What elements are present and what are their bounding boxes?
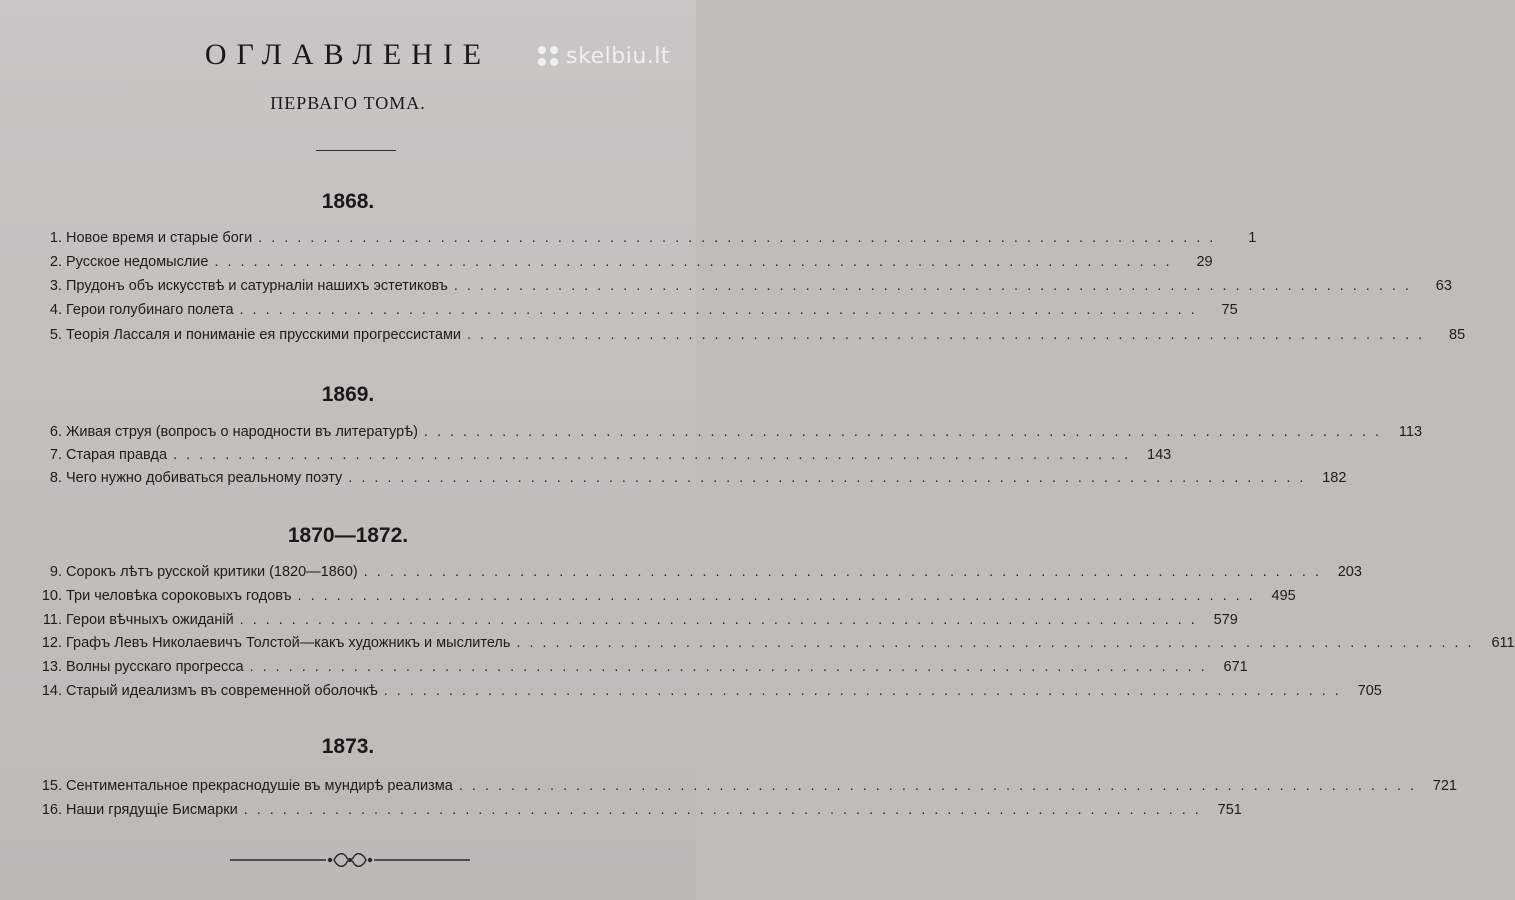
dot-leader: ..........................................................................	[383, 683, 1348, 699]
toc-entry[interactable]	[20, 612, 1238, 634]
entry-title: Сорокъ лѣтъ русской критики (1820—1860)	[66, 564, 358, 580]
entry-page: 63	[1435, 278, 1452, 294]
dot-leader: ..........................................................................	[516, 635, 1481, 651]
dot-leader: ..........................................................................	[249, 659, 1214, 675]
entry-number: 7.	[49, 447, 62, 463]
toc-entry[interactable]	[20, 327, 1466, 349]
page-title: ОГЛАВЛЕНIЕ	[204, 38, 492, 71]
entry-page: 705	[1357, 683, 1382, 699]
entry-number: 10.	[41, 588, 62, 604]
toc-entry[interactable]	[20, 470, 1347, 492]
entry-page: 1	[1248, 230, 1257, 246]
toc-entry[interactable]	[20, 635, 1515, 657]
entry-title: Герои вѣчныхъ ожиданій	[66, 612, 234, 628]
entry-page: 29	[1196, 254, 1213, 270]
page-subtitle: ПЕРВАГО ТОМА.	[270, 93, 426, 113]
toc-entry[interactable]	[20, 230, 1257, 252]
section-year-1869: 1869.	[321, 383, 375, 406]
entry-number: 15.	[41, 778, 62, 794]
entry-page: 751	[1217, 802, 1242, 818]
dot-leader: ..........................................................................	[239, 302, 1204, 318]
toc-entry[interactable]	[20, 659, 1248, 681]
entry-number: 12.	[41, 635, 62, 651]
toc-entry[interactable]	[20, 588, 1296, 610]
entry-number: 4.	[49, 302, 62, 318]
dot-leader: ..........................................................................	[348, 470, 1313, 486]
entry-page: 203	[1337, 564, 1362, 580]
dot-leader: ..........................................................................	[173, 447, 1138, 463]
toc-entry[interactable]	[20, 424, 1423, 446]
entry-page: 721	[1432, 778, 1457, 794]
entry-title: Сентиментальное прекраснодушіе въ мундирѣ реализма	[66, 778, 453, 794]
toc-entry[interactable]	[20, 802, 1242, 824]
dot-leader: ..........................................................................	[243, 802, 1208, 818]
title-divider	[316, 150, 396, 151]
toc-entry[interactable]	[20, 302, 1238, 324]
entry-number: 16.	[41, 802, 62, 818]
entry-page: 85	[1449, 327, 1466, 343]
dot-leader: ..........................................................................	[453, 278, 1418, 294]
entry-title: Русское недомыслие	[66, 254, 209, 270]
entry-number: 13.	[41, 659, 62, 675]
entry-number: 14.	[41, 683, 62, 699]
entry-page: 143	[1147, 447, 1172, 463]
toc-entry[interactable]	[20, 278, 1452, 300]
entry-number: 1.	[49, 230, 62, 246]
entry-page: 611	[1491, 635, 1515, 651]
dot-leader: ..........................................................................	[239, 612, 1204, 628]
entry-title: Старая правда	[66, 447, 168, 463]
entry-page: 671	[1223, 659, 1248, 675]
entry-page: 495	[1271, 588, 1296, 604]
entry-title: Новое время и старые боги	[66, 230, 253, 246]
entry-number: 9.	[49, 564, 62, 580]
entry-title: Три человѣка сороковыхъ годовъ	[66, 588, 292, 604]
dot-leader: ..........................................................................	[363, 564, 1328, 580]
entry-page: 75	[1221, 302, 1238, 318]
dot-leader: ..........................................................................	[458, 778, 1423, 794]
section-year-1873: 1873.	[321, 735, 375, 758]
dot-leader: ..........................................................................	[467, 327, 1432, 343]
toc-entry[interactable]	[20, 564, 1362, 586]
entry-title: Графъ Левъ Николаевичъ Толстой—какъ художникъ и мыслитель	[66, 635, 511, 651]
entry-title: Теорія Лассаля и пониманіе ея прусскими прогрессистами	[66, 327, 462, 343]
entry-number: 2.	[49, 254, 62, 270]
entry-title: Герои голубинаго полета	[66, 302, 234, 318]
watermark-text: skelbiu.lt	[566, 44, 670, 69]
entry-number: 6.	[49, 424, 62, 440]
entry-number: 5.	[49, 327, 62, 343]
entry-number: 8.	[49, 470, 62, 486]
entry-title: Прудонъ объ искусствѣ и сатурналіи нашихъ эстетиковъ	[66, 278, 448, 294]
toc-entry[interactable]	[20, 447, 1172, 469]
toc-entry[interactable]	[20, 778, 1457, 800]
entry-title: Чего нужно добиваться реальному поэту	[66, 470, 343, 486]
entry-title: Живая струя (вопросъ о народности въ литературѣ)	[66, 424, 418, 440]
entry-number: 3.	[49, 278, 62, 294]
ornament-divider-icon	[230, 850, 470, 870]
entry-title: Волны русскаго прогресса	[66, 659, 244, 675]
dot-leader: ..........................................................................	[297, 588, 1262, 604]
entry-title: Старый идеализмъ въ современной оболочкѣ	[66, 683, 378, 699]
entry-page: 113	[1398, 424, 1423, 440]
toc-entry[interactable]	[20, 683, 1382, 705]
entry-number: 11.	[42, 612, 62, 628]
entry-page: 182	[1322, 470, 1347, 486]
section-year-1868: 1868.	[321, 190, 375, 213]
dot-leader: ..........................................................................	[258, 230, 1223, 246]
dot-leader: ..........................................................................	[423, 424, 1389, 440]
toc-entry[interactable]	[20, 254, 1213, 276]
section-year-1870-1872: 1870—1872.	[287, 524, 409, 547]
entry-page: 579	[1213, 612, 1238, 628]
entry-title: Наши грядущіе Бисмарки	[66, 802, 238, 818]
dot-leader: ..........................................................................	[214, 254, 1179, 270]
